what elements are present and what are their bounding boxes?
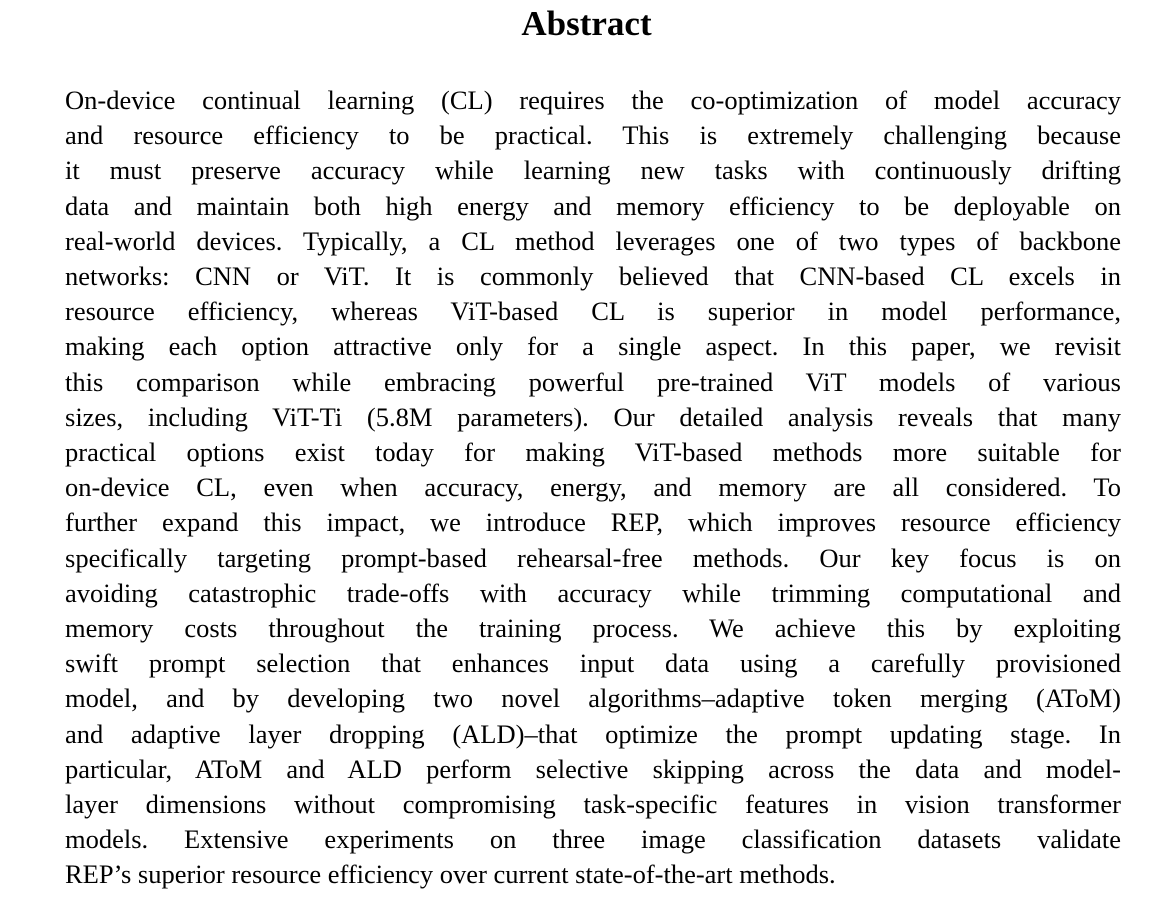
abstract-line: resource efficiency, whereas ViT-based CL is superior in model performance, (65, 296, 1121, 327)
abstract-line: it must preserve accuracy while learning new tasks with continuously drifting (65, 155, 1121, 186)
abstract-line: swift prompt selection that enhances input data using a carefully provisioned (65, 648, 1121, 679)
abstract-line: and resource efficiency to be practical. This is extremely challenging because (65, 120, 1121, 151)
abstract-line: model, and by developing two novel algorithms–adaptive token merging (AToM) (65, 683, 1121, 714)
abstract-line: on-device CL, even when accuracy, energy, and memory are all considered. To (65, 472, 1121, 503)
abstract-line: memory costs throughout the training process. We achieve this by exploiting (65, 613, 1121, 644)
abstract-line: On-device continual learning (CL) requires the co-optimization of model accuracy (65, 85, 1121, 115)
abstract-line: real-world devices. Typically, a CL method leverages one of two types of backbone (65, 225, 1121, 256)
abstract-line: sizes, including ViT-Ti (5.8M parameters). Our detailed analysis reveals that many (65, 401, 1121, 432)
abstract-line: REP’s superior resource efficiency over current state-of-the-art methods. (65, 859, 836, 890)
abstract-line: avoiding catastrophic trade-offs with accuracy while trimming computational and (65, 577, 1121, 608)
abstract-line: particular, AToM and ALD perform selective skipping across the data and model- (65, 753, 1121, 784)
abstract-line: and adaptive layer dropping (ALD)–that optimize the prompt updating stage. In (65, 718, 1121, 749)
abstract-line: layer dimensions without compromising task-specific features in vision transformer (65, 789, 1121, 820)
abstract-line: models. Extensive experiments on three image classification datasets validate (65, 824, 1121, 855)
abstract-line: networks: CNN or ViT. It is commonly believed that CNN-based CL excels in (65, 261, 1121, 292)
abstract-line: further expand this impact, we introduce REP, which improves resource efficiency (65, 507, 1121, 538)
abstract-line: data and maintain both high energy and memory efficiency to be deployable on (65, 190, 1121, 221)
abstract-line: specifically targeting prompt-based rehearsal-free methods. Our key focus is on (65, 542, 1121, 573)
abstract-line: this comparison while embracing powerful pre-trained ViT models of various (65, 366, 1121, 397)
abstract-paragraph (65, 83, 1121, 893)
abstract-line: practical options exist today for making ViT-based methods more suitable for (65, 437, 1121, 468)
section-heading: Abstract (521, 4, 652, 43)
abstract-line: making each option attractive only for a single aspect. In this paper, we revisit (65, 331, 1121, 362)
